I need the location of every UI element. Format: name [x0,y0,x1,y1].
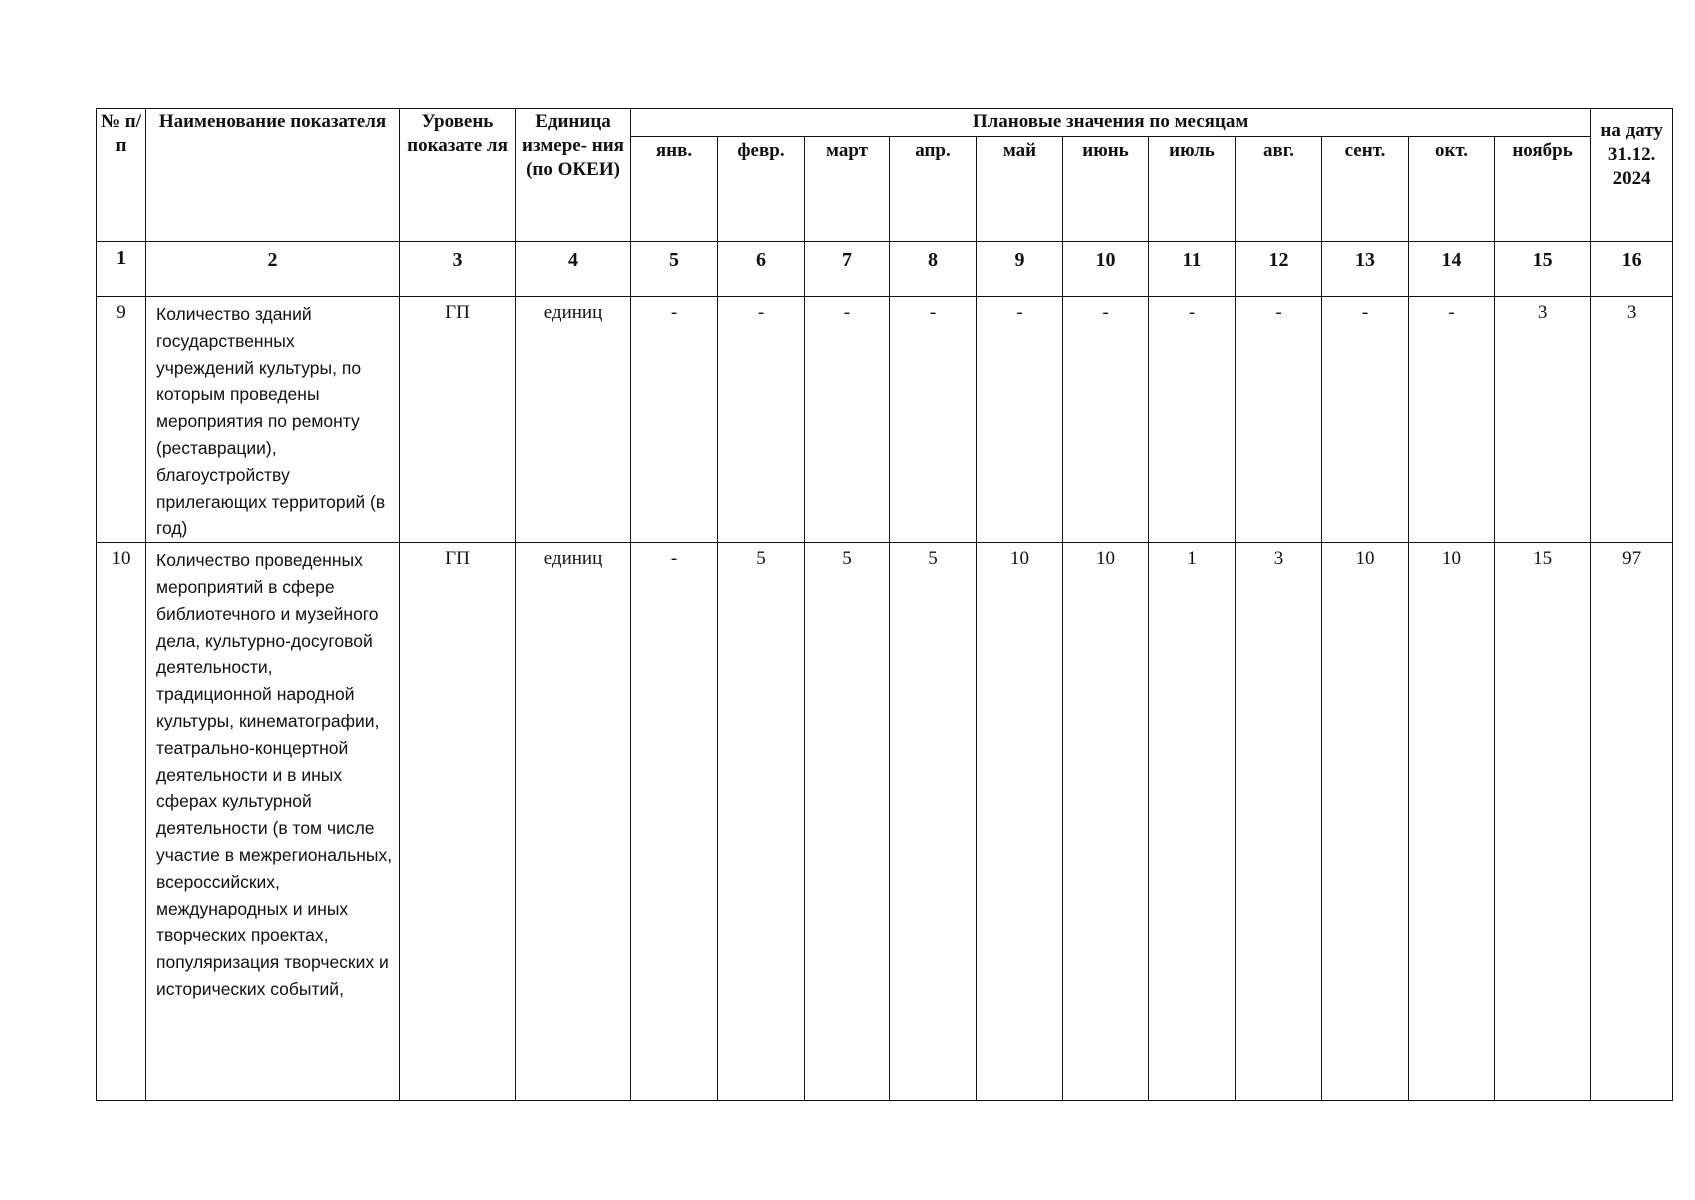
month-value: - [631,543,718,1101]
month-value: 1 [1149,543,1236,1101]
column-number: 13 [1322,242,1409,297]
month-value: 5 [718,543,805,1101]
indicator-level: ГП [400,543,516,1101]
month-value: - [977,297,1063,543]
header-month: июль [1149,137,1236,242]
column-number: 9 [977,242,1063,297]
row-number: 9 [97,297,146,543]
header-num: № п/п [97,109,146,242]
month-value: - [890,297,977,543]
table-row [97,297,1673,543]
month-value: 10 [1063,543,1149,1101]
column-number: 6 [718,242,805,297]
column-number: 10 [1063,242,1149,297]
month-value: 10 [1322,543,1409,1101]
column-number: 4 [516,242,631,297]
row-number: 10 [97,543,146,1101]
month-value: - [631,297,718,543]
header-unit: Единица измере- ния (по ОКЕИ) [516,109,631,242]
column-number: 8 [890,242,977,297]
month-value: 5 [805,543,890,1101]
header-total-label: на дату 31.12. 2024 [1600,120,1663,189]
month-value: - [718,297,805,543]
month-value: 15 [1495,543,1591,1101]
column-number: 16 [1591,242,1673,297]
unit-cell: единиц [516,543,631,1101]
month-value: - [1149,297,1236,543]
column-number: 14 [1409,242,1495,297]
header-month: март [805,137,890,242]
header-plan-group: Плановые значения по месяцам [631,109,1591,137]
column-number: 2 [146,242,400,297]
column-number: 11 [1149,242,1236,297]
month-value: 10 [977,543,1063,1101]
column-number: 1 [97,242,146,297]
column-number-row [97,242,1673,297]
plan-values-table [96,108,1673,1101]
month-value: 3 [1236,543,1322,1101]
total-value: 97 [1591,543,1673,1101]
header-month: ноябрь [1495,137,1591,242]
header-month: февр. [718,137,805,242]
column-number: 15 [1495,242,1591,297]
month-value: - [1409,297,1495,543]
header-month: сент. [1322,137,1409,242]
month-value: - [1063,297,1149,543]
unit-cell: единиц [516,297,631,543]
header-month: май [977,137,1063,242]
header-month: окт. [1409,137,1495,242]
header-total [1591,109,1673,242]
column-number: 12 [1236,242,1322,297]
table-row [97,543,1673,1101]
header-month: янв. [631,137,718,242]
indicator-level: ГП [400,297,516,543]
month-value: 3 [1495,297,1591,543]
column-number: 7 [805,242,890,297]
month-value: - [805,297,890,543]
indicator-name: Количество зданий государственных учреждений культуры, по которым проведены мероприятия по ремонту (реставрации), благоустройству прилегающих территорий (в год) [146,297,400,543]
column-number: 5 [631,242,718,297]
month-value: 5 [890,543,977,1101]
header-name: Наименование показателя [146,109,400,242]
indicator-name: Количество проведенных мероприятий в сфере библиотечного и музейного дела, культурно-досуговой деятельности, традиционной народной культуры, кинематографии, театрально-концертной деятельности и в иных сферах культурной деятельности (в том числе участие в межрегиональных, всероссийских, международных и иных творческих проектах, популяризация творческих и исторических событий, [146,543,400,1101]
header-month: июнь [1063,137,1149,242]
column-number: 3 [400,242,516,297]
header-month: авг. [1236,137,1322,242]
total-value: 3 [1591,297,1673,543]
header-month: апр. [890,137,977,242]
month-value: 10 [1409,543,1495,1101]
header-level: Уровень показате ля [400,109,516,242]
month-value: - [1322,297,1409,543]
month-value: - [1236,297,1322,543]
